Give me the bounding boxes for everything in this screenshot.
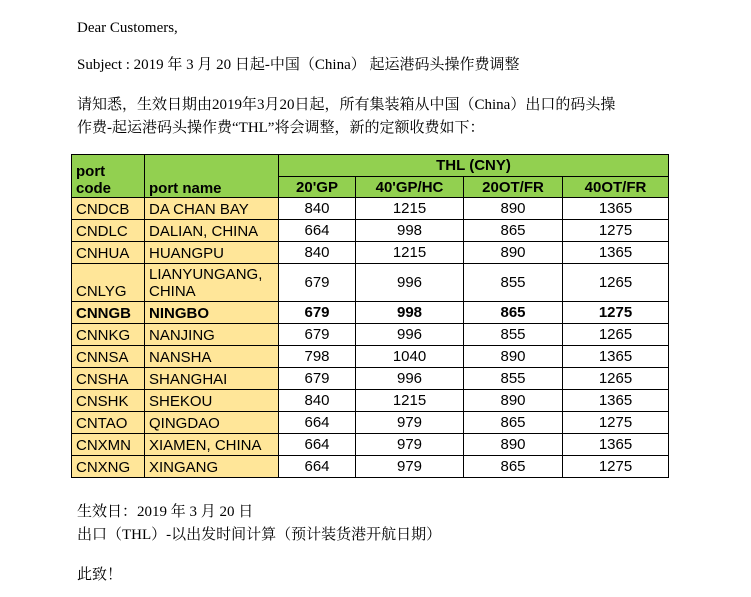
rate-cell: 1365 [563,198,669,220]
rate-cell: 840 [279,242,356,264]
port-name-cell: HUANGPU [145,242,279,264]
rate-cell: 1365 [563,390,669,412]
port-code-cell: CNSHK [72,390,145,412]
intro-text-line-2: 作费-起运港码头操作费“THL”将会调整，新的定额收费如下： [77,120,485,136]
rate-cell: 1365 [563,346,669,368]
table-row [72,242,669,264]
header-thl-group: THL (CNY) [279,155,669,177]
port-name-cell: DALIAN, CHINA [145,220,279,242]
port-code-cell: CNDLC [72,220,145,242]
rate-cell: 855 [464,324,563,346]
port-code-cell: CNLYG [72,264,145,302]
rate-cell: 679 [279,368,356,390]
rate-cell: 1265 [563,324,669,346]
rate-cell: 1265 [563,368,669,390]
rate-cell: 865 [464,456,563,478]
port-code-cell: CNNGB [72,302,145,324]
rate-cell: 979 [356,412,464,434]
port-code-cell: CNHUA [72,242,145,264]
port-name-cell: NANSHA [145,346,279,368]
rate-cell: 1265 [563,264,669,302]
port-code-cell: CNXMN [72,434,145,456]
rate-cell: 890 [464,198,563,220]
port-name-cell: DA CHAN BAY [145,198,279,220]
port-name-cell: XIAMEN, CHINA [145,434,279,456]
header-col-20ot-fr: 20OT/FR [464,177,563,198]
intro-text-line-1: 请知悉，生效日期由2019年3月20日起，所有集装箱从中国（China）出口的码头操 [77,97,616,113]
rate-cell: 1275 [563,456,669,478]
rate-cell: 1365 [563,434,669,456]
table-row [72,368,669,390]
rate-cell: 1040 [356,346,464,368]
rate-cell: 890 [464,242,563,264]
rate-cell: 855 [464,264,563,302]
table-row [72,456,669,478]
rate-cell: 1365 [563,242,669,264]
header-col-40gp-hc: 40'GP/HC [356,177,464,198]
header-port-name: port name [145,155,279,198]
subject-line: Subject : 2019 年 3 月 20 日起-中国（China） 起运港码头操作费调整 [77,57,520,73]
table-row [72,390,669,412]
port-code-cell: CNDCB [72,198,145,220]
rate-cell: 1215 [356,390,464,412]
port-name-cell: XINGANG [145,456,279,478]
rate-cell: 998 [356,302,464,324]
rate-cell: 679 [279,264,356,302]
port-name-cell: SHEKOU [145,390,279,412]
rate-cell: 890 [464,346,563,368]
rate-cell: 1275 [563,412,669,434]
rate-cell: 979 [356,434,464,456]
table-row [72,324,669,346]
rate-cell: 798 [279,346,356,368]
port-code-cell: CNXNG [72,456,145,478]
table-row [72,412,669,434]
rate-cell: 664 [279,434,356,456]
rate-cell: 1215 [356,242,464,264]
port-name-cell: NINGBO [145,302,279,324]
rate-cell: 996 [356,368,464,390]
port-code-cell: CNSHA [72,368,145,390]
rate-cell: 890 [464,390,563,412]
thl-rate-table [71,154,669,478]
port-name-cell: NANJING [145,324,279,346]
rate-cell: 865 [464,412,563,434]
rate-cell: 679 [279,302,356,324]
rate-cell: 1275 [563,220,669,242]
table-row [72,302,669,324]
rate-cell: 1275 [563,302,669,324]
port-code-cell: CNTAO [72,412,145,434]
port-code-cell: CNNKG [72,324,145,346]
rate-cell: 855 [464,368,563,390]
rate-cell: 996 [356,264,464,302]
table-row [72,220,669,242]
rate-cell: 1215 [356,198,464,220]
closing: 此致！ [77,567,123,583]
rate-cell: 865 [464,220,563,242]
port-name-cell: SHANGHAI [145,368,279,390]
export-note: 出口（THL）-以出发时间计算（预计装货港开航日期） [77,527,442,543]
table-row [72,264,669,302]
rate-cell: 890 [464,434,563,456]
port-code-cell: CNNSA [72,346,145,368]
port-name-cell: LIANYUNGANG, CHINA [145,264,279,302]
header-col-20gp: 20'GP [279,177,356,198]
rate-cell: 664 [279,412,356,434]
rate-cell: 998 [356,220,464,242]
header-col-40ot-fr: 40OT/FR [563,177,669,198]
rate-cell: 840 [279,390,356,412]
table-row [72,198,669,220]
rate-cell: 664 [279,220,356,242]
rate-cell: 979 [356,456,464,478]
greeting: Dear Customers, [77,20,178,36]
rate-cell: 679 [279,324,356,346]
rate-cell: 664 [279,456,356,478]
table-row [72,346,669,368]
rate-cell: 840 [279,198,356,220]
header-port-code: port code [72,155,145,198]
port-name-cell: QINGDAO [145,412,279,434]
rate-cell: 865 [464,302,563,324]
effective-date: 生效日：2019 年 3 月 20 日 [77,504,254,520]
table-row [72,434,669,456]
rate-cell: 996 [356,324,464,346]
